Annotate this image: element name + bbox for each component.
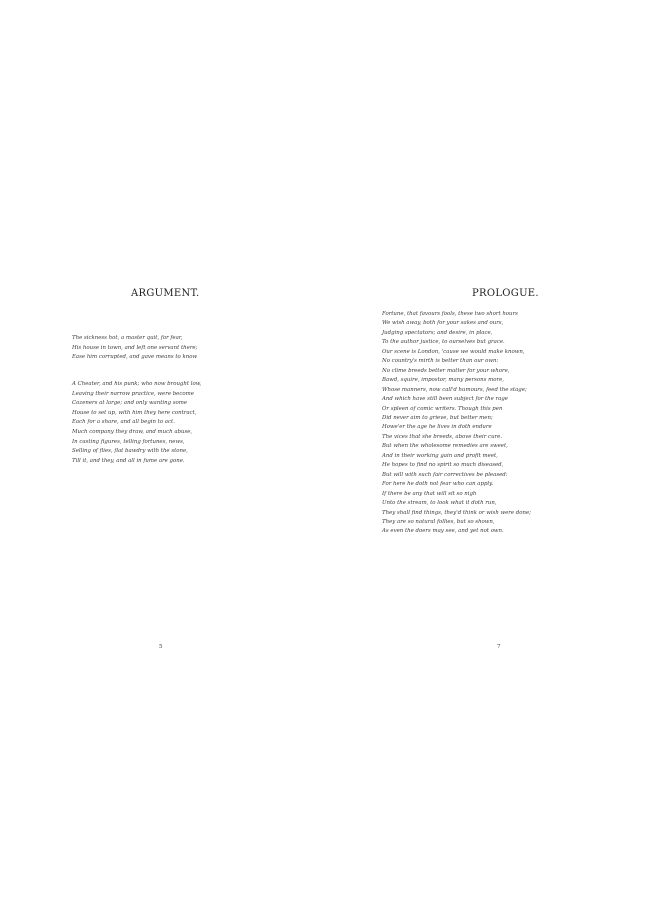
text-line: To the author justice, to ourselves but grace. bbox=[382, 339, 505, 346]
page-number: 7 bbox=[497, 644, 501, 650]
text-line: Leaving their narrow practice, were become bbox=[72, 390, 194, 397]
text-line: Fortune, that favours fools, these two short hours bbox=[382, 311, 518, 317]
text-line: His house in town, and left one servant there; bbox=[72, 344, 198, 351]
right-page bbox=[330, 0, 660, 904]
text-line: Each for a share, and all begin to act. bbox=[72, 419, 175, 426]
text-line: Bawd, squire, impostor, many persons more, bbox=[382, 377, 504, 384]
argument-stanza-1 bbox=[72, 334, 197, 363]
page-number: 5 bbox=[159, 644, 163, 650]
text-line: Or spleen of comic writers. Though this pen bbox=[382, 405, 503, 412]
text-line: The vices that she breeds, above their cure. bbox=[382, 433, 503, 440]
text-line: No country's mirth is better than our own: bbox=[382, 358, 499, 365]
text-line: Unto the stream, to look what it doth run, bbox=[382, 500, 497, 507]
text-line: Whose manners, now call'd humours, feed the stage; bbox=[382, 386, 527, 393]
text-line: They are so natural follies, but so shown, bbox=[382, 518, 495, 525]
text-line: In casting figures, telling fortunes, news, bbox=[72, 438, 185, 445]
text-line: But will with such fair correctives be pleased: bbox=[382, 471, 508, 478]
text-line: Ease him corrupted, and gave means to know bbox=[72, 354, 198, 361]
text-line: Did never aim to grieve, but better men; bbox=[382, 414, 493, 421]
text-line: Much company they draw, and much abuse, bbox=[72, 428, 193, 435]
text-line: House to set up, with him they here contract, bbox=[72, 409, 197, 416]
prologue-heading: PROLOGUE. bbox=[472, 288, 539, 299]
text-line: He hopes to find no spirit so much diseased, bbox=[382, 462, 504, 469]
text-line: Judging spectators; and desire, in place, bbox=[382, 329, 493, 336]
text-line: We wish away, both for your sakes and ours, bbox=[382, 320, 504, 327]
text-line: But when the wholesome remedies are sweet, bbox=[382, 443, 508, 450]
text-line: And in their working gain and profit meet, bbox=[382, 452, 498, 459]
text-line: They shall find things, they'd think or wish were done; bbox=[382, 509, 531, 516]
text-line: The sickness hot, a master quit, for fear, bbox=[72, 335, 183, 341]
text-line: Howe'er the age he lives in doth endure bbox=[382, 424, 492, 431]
prologue-text bbox=[382, 310, 531, 537]
text-line: If there be any that will sit so nigh bbox=[382, 490, 477, 497]
text-line: A Cheater, and his punk; who now brought low, bbox=[72, 381, 202, 387]
text-line: No clime breeds better matter for your whore, bbox=[382, 367, 510, 374]
text-line: Cozeners at large; and only wanting some bbox=[72, 400, 188, 407]
text-line: Selling of flies, flat bawdry with the stone, bbox=[72, 448, 188, 455]
text-line: As even the doers may see, and yet not own. bbox=[382, 528, 504, 535]
text-line: And which have still been subject for the rage bbox=[382, 396, 508, 403]
argument-heading: ARGUMENT. bbox=[131, 288, 200, 299]
text-line: Till it, and they, and all in fume are gone. bbox=[72, 457, 185, 464]
text-line: Our scene is London, 'cause we would make known, bbox=[382, 348, 525, 355]
text-line: For here he doth not fear who can apply. bbox=[382, 481, 494, 488]
argument-stanza-2 bbox=[72, 380, 201, 466]
